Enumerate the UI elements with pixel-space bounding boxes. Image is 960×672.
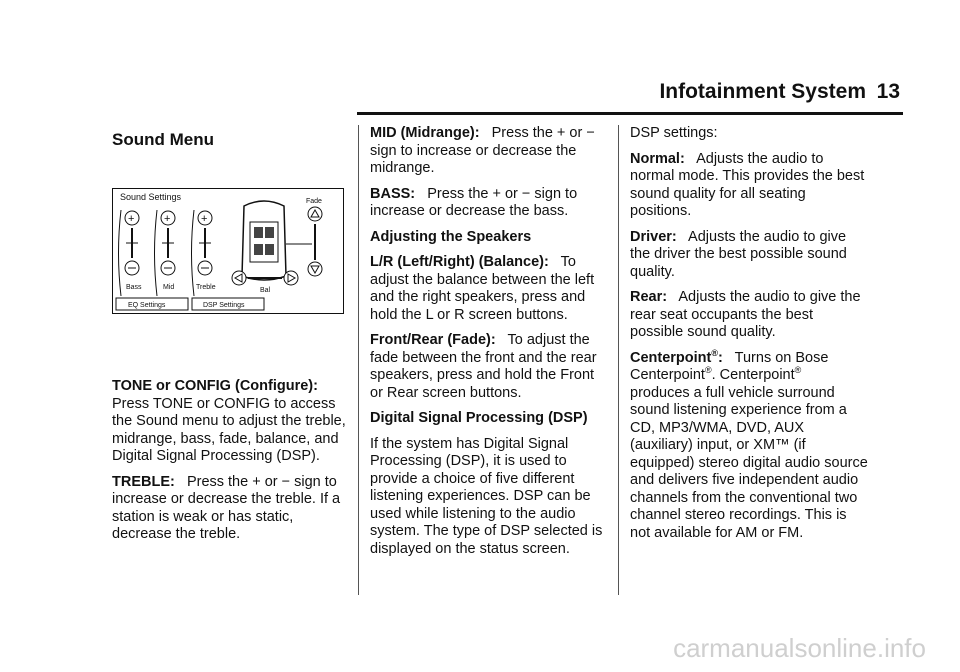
section-title: Sound Menu — [112, 130, 214, 149]
centerpoint-colon: : — [718, 349, 723, 366]
rear-paragraph — [630, 289, 870, 342]
left-column — [112, 125, 348, 149]
rear-lead: Rear: — [630, 289, 668, 305]
adjusting-heading: Adjusting the Speakers — [370, 228, 532, 245]
mid-label: Mid — [163, 284, 175, 291]
dsp-paragraph: If the system has Digital Signal Processing (DSP), it is used to provide a choice of five different listening experiences. DSP can be used while listening to the audio system. The type of DSP selected is displayed on the status screen. — [370, 435, 603, 557]
mid-lead: MID (Midrange): — [370, 125, 480, 141]
centerpoint-paragraph — [630, 347, 870, 543]
svg-text:+: + — [128, 213, 135, 225]
reg-mark-3: ® — [794, 365, 802, 376]
svg-text:+: + — [164, 213, 171, 225]
watermark: carmanualsonline.info — [673, 633, 926, 663]
fade-label: Fade — [306, 198, 322, 205]
eq-settings-label: EQ Settings — [128, 302, 166, 309]
normal-lead: Normal: — [630, 150, 685, 167]
normal-body: Adjusts the audio to normal mode. This provides the best sound quality for all seating positions. — [630, 150, 865, 219]
bass-label: Bass — [126, 284, 142, 291]
fade-body: To adjust the fade between the front and the rear speakers, press and hold the Front or Rear screen buttons. — [370, 332, 597, 401]
treble-body: Press the + or − sign to increase or decrease the treble. If a station is weak or has static, decrease the treble. — [112, 473, 341, 542]
lr-lead: L/R (Left/Right) (Balance): — [370, 254, 549, 270]
mid-body: Press the + or − sign to increase or decrease the midrange. — [370, 125, 595, 176]
header-rule — [357, 112, 903, 115]
dsp-intro: DSP settings: — [630, 125, 718, 141]
fade-paragraph — [370, 332, 610, 402]
rear-body: Adjusts the audio to give the rear seat occupants the best possible sound quality. — [630, 289, 861, 340]
reg-mark-1: ® — [711, 347, 718, 358]
header-title: Infotainment System — [659, 80, 866, 103]
right-column — [630, 125, 870, 550]
centerpoint-body-2: . Centerpoint — [711, 367, 795, 383]
tone-body: Press TONE or CONFIG to access the Sound menu to adjust the treble, midrange, bass, fade, balance, and Digital Signal Processing (DSP). — [112, 395, 346, 464]
tone-lead: TONE or CONFIG (Configure): — [112, 378, 318, 394]
sound-settings-figure — [112, 188, 344, 314]
centerpoint-lead: Centerpoint — [630, 349, 712, 366]
normal-paragraph — [630, 151, 870, 221]
balance-paragraph — [370, 254, 610, 324]
svg-text:+: + — [201, 213, 208, 225]
bal-label: Bal — [260, 287, 271, 294]
treble-paragraph — [112, 474, 354, 544]
centerpoint-body-3: produces a full vehicle surround sound listening experience from a CD, MP3/WMA, DVD, AUX (auxiliary) input, or XM™ (if equipped) stereo digital audio source and delivers five independent audio channels from the conventional two channel stereo recordings. This is not available for AM or FM. — [630, 384, 868, 541]
treble-lead: TREBLE: — [112, 473, 175, 490]
reg-mark-2: ® — [704, 365, 712, 376]
bass-paragraph — [370, 186, 610, 221]
driver-body: Adjusts the audio to give the driver the best possible sound quality. — [630, 228, 847, 280]
bass-body: Press the + or − sign to increase or decrease the bass. — [370, 185, 578, 219]
figure-title: Sound Settings — [120, 192, 182, 202]
left-column-text — [112, 378, 354, 552]
mid-paragraph — [370, 125, 610, 178]
tone-paragraph — [112, 378, 354, 466]
driver-paragraph — [630, 229, 870, 282]
lr-body: To adjust the balance between the left and the right speakers, press and hold the L or R screen buttons. — [370, 254, 595, 323]
middle-column — [370, 125, 610, 566]
column-divider-1 — [358, 125, 359, 595]
driver-lead: Driver: — [630, 228, 677, 245]
dsp-settings-label: DSP Settings — [203, 302, 245, 309]
dsp-heading: Digital Signal Processing (DSP) — [370, 410, 588, 426]
fade-lead: Front/Rear (Fade): — [370, 332, 496, 348]
page-number: 13 — [876, 80, 900, 103]
treble-label: Treble — [196, 284, 216, 291]
column-divider-2 — [618, 125, 619, 595]
bass-lead: BASS: — [370, 185, 416, 202]
centerpoint-body-1: Turns on Bose Centerpoint — [630, 349, 829, 383]
